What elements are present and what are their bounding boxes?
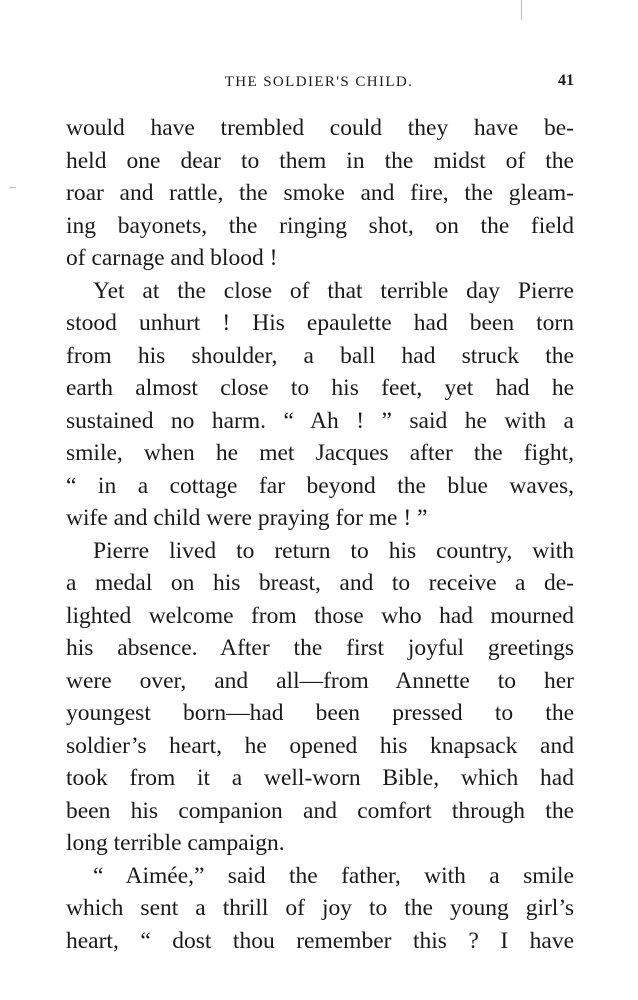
text-line: smile, when he met Jacques after the fight, xyxy=(66,440,574,466)
text-line: heart, “ dost thou remember this ? I have xyxy=(66,927,574,954)
running-head: THE SOLDIER'S CHILD. xyxy=(224,74,414,90)
text-line: Pierre lived to return to his country, with xyxy=(93,537,574,564)
text-line: a medal on his breast, and to receive a de- xyxy=(66,570,574,596)
text-line: soldier’s heart, he opened his knapsack and xyxy=(66,732,574,759)
text-line: were over, and all—from Annette to her xyxy=(66,667,574,694)
text-line: which sent a thrill of joy to the young girl’s xyxy=(66,895,574,921)
text-line: wife and child were praying for me ! ” xyxy=(66,505,428,531)
margin-mark xyxy=(521,0,525,20)
text-line: from his shoulder, a ball had struck the xyxy=(66,342,574,369)
text-line: Yet at the close of that terrible day Pierre xyxy=(93,277,574,304)
text-line: roar and rattle, the smoke and fire, the gleam- xyxy=(66,180,574,206)
text-line: held one dear to them in the midst of the xyxy=(66,147,574,174)
text-line: his absence. After the first joyful greetings xyxy=(66,635,574,661)
text-line: “ in a cottage far beyond the blue waves, xyxy=(66,472,574,499)
body-text xyxy=(66,112,574,957)
text-line: been his companion and comfort through the xyxy=(66,797,574,824)
text-line: youngest born—had been pressed to the xyxy=(66,700,574,726)
text-line: would have trembled could they have be- xyxy=(66,115,574,141)
text-line: of carnage and blood ! xyxy=(66,245,278,271)
text-line: long terrible campaign. xyxy=(66,830,285,856)
text-line: lighted welcome from those who had mourned xyxy=(66,602,574,629)
text-line: “ Aimée,” said the father, with a smile xyxy=(93,862,574,889)
page-number: 41 xyxy=(558,72,574,89)
margin-mark xyxy=(9,187,16,188)
text-line: stood unhurt ! His epaulette had been torn xyxy=(66,310,574,336)
page-header xyxy=(66,72,572,94)
text-line: earth almost close to his feet, yet had he xyxy=(66,375,574,401)
text-line: took from it a well-worn Bible, which had xyxy=(66,765,574,791)
text-line: sustained no harm. “ Ah ! ” said he with a xyxy=(66,407,574,434)
text-line: ing bayonets, the ringing shot, on the field xyxy=(66,212,574,239)
